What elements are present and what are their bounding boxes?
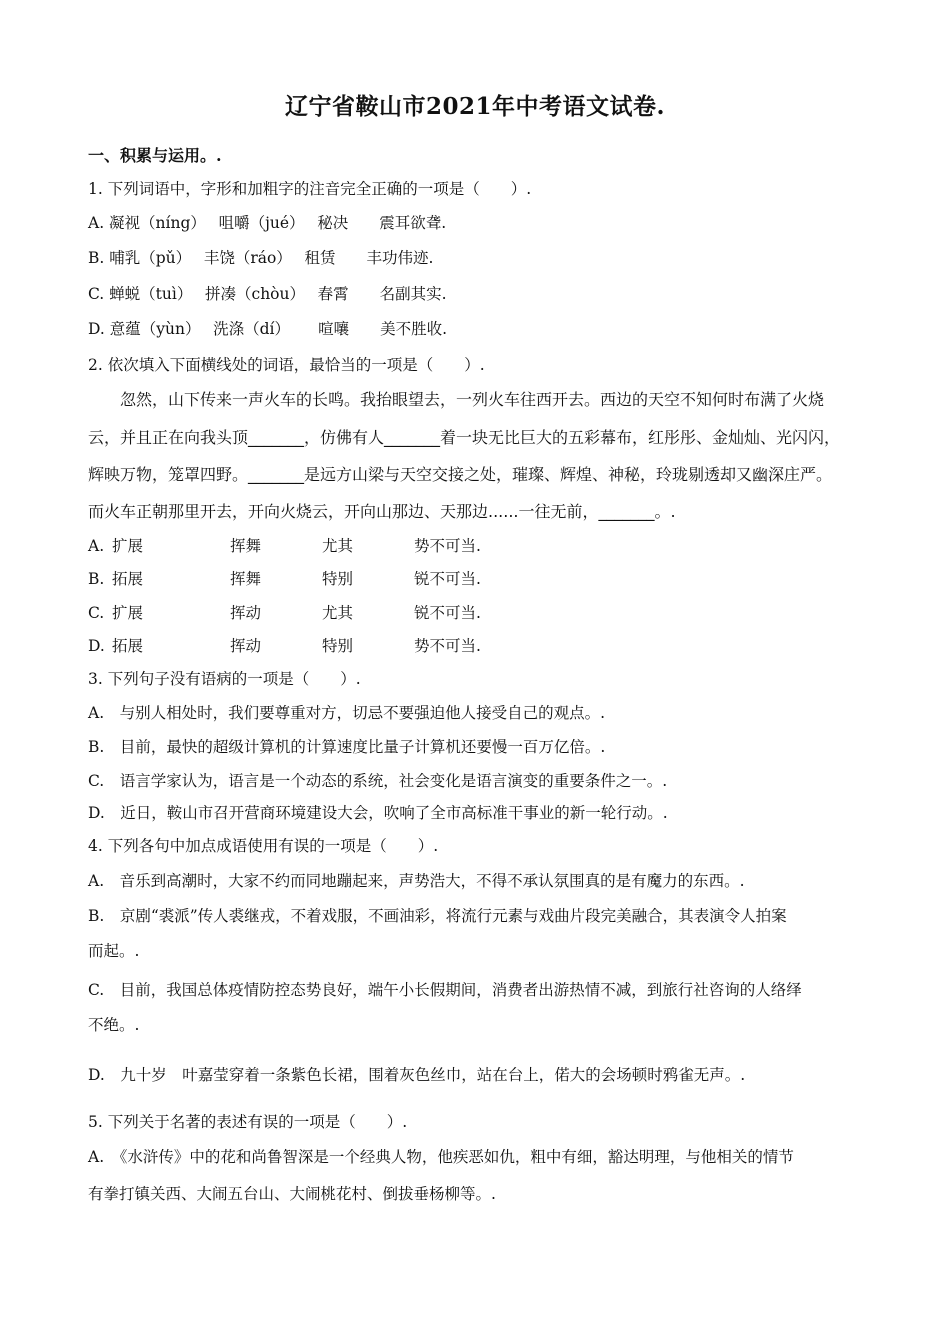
option-word: 尤其 xyxy=(322,537,354,555)
q1-option-d: D. 意蕴（yùn） 洗涤（dí） 喧嚷 美不胜收. xyxy=(88,320,448,338)
q2-passage-line: 云，并且正在向我头顶_______，仿佛有人_______着一块无比巨大的五彩幕布，红彤彤、金灿灿、光闪闪， xyxy=(88,428,841,447)
option-label: B. xyxy=(88,570,105,588)
q4-option-b: B. 京剧“裘派”传人裘继戎，不着戏服，不画油彩，将流行元素与戏曲片段完美融合，其表演令人拍案 xyxy=(88,907,787,925)
option-label: D. xyxy=(88,637,105,655)
option-word: 扩展 xyxy=(112,604,144,622)
q4-stem: 4. 下列各句中加点成语使用有误的一项是（ ）. xyxy=(88,837,439,855)
q1-option-a: A. 凝视（níng） 咀嚼（jué） 秘决 震耳欲聋. xyxy=(88,214,447,232)
option-word: 挥动 xyxy=(230,637,262,655)
q4-option-a: A. 音乐到高潮时，大家不约而同地蹦起来，声势浩大，不得不承认氛围真的是有魔力的东西。. xyxy=(88,872,745,890)
q3-stem: 3. 下列句子没有语病的一项是（ ）. xyxy=(88,670,361,688)
option-word: 扩展 xyxy=(112,537,144,555)
q2-option-d xyxy=(88,636,481,656)
q2-passage-line: 辉映万物，笼罩四野。_______是远方山梁与天空交接之处，璀璨、辉煌、神秘，玲珑剔透却又幽深庄严。 xyxy=(88,465,833,484)
q4-option-b-cont: 而起。. xyxy=(88,942,140,960)
section-heading: 一、积累与运用。. xyxy=(88,146,222,165)
option-word: 锐不可当. xyxy=(414,570,481,588)
option-word: 挥舞 xyxy=(230,570,262,588)
option-label: C. xyxy=(88,604,105,622)
q1-option-b: B. 哺乳（pǔ） 丰饶（ráo） 租赁 丰功伟迹. xyxy=(88,249,434,267)
option-word: 拓展 xyxy=(112,637,144,655)
q2-option-c xyxy=(88,603,481,623)
option-word: 挥动 xyxy=(230,604,262,622)
option-word: 拓展 xyxy=(112,570,144,588)
option-word: 锐不可当. xyxy=(414,604,481,622)
q2-option-b xyxy=(88,569,481,589)
q5-option-a-cont: 有拳打镇关西、大闹五台山、大闹桃花村、倒拔垂杨柳等。. xyxy=(88,1185,496,1203)
page-title: 辽宁省鞍山市2021年中考语文试卷. xyxy=(284,93,666,120)
q3-option-b: B. 目前，最快的超级计算机的计算速度比量子计算机还要慢一百万亿倍。. xyxy=(88,738,606,756)
option-word: 特别 xyxy=(322,570,354,588)
q2-passage-line: 而火车正朝那里开去，开向火烧云，开向山那边、天那边......一往无前，_______。. xyxy=(88,502,676,521)
q5-option-a: A. 《水浒传》中的花和尚鲁智深是一个经典人物，他疾恶如仇，粗中有细，豁达明理，与他相关的情节 xyxy=(88,1148,794,1166)
q3-option-a: A. 与别人相处时，我们要尊重对方，切忌不要强迫他人接受自己的观点。. xyxy=(88,704,606,722)
option-word: 势不可当. xyxy=(414,537,481,555)
option-word: 势不可当. xyxy=(414,637,481,655)
q1-option-c: C. 蝉蜕（tuì） 拼凑（chòu） 春霄 名副其实. xyxy=(88,285,447,303)
q1-stem: 1. 下列词语中，字形和加粗字的注音完全正确的一项是（ ）. xyxy=(88,180,532,198)
option-label: A. xyxy=(88,537,105,555)
option-word: 挥舞 xyxy=(230,537,262,555)
q4-option-c: C. 目前，我国总体疫情防控态势良好，端午小长假期间，消费者出游热情不减，到旅行社咨询的人络绎 xyxy=(88,981,802,999)
q4-option-d: D. 九十岁 叶嘉莹穿着一条紫色长裙，围着灰色丝巾，站在台上，偌大的会场顿时鸦雀无声。. xyxy=(88,1066,746,1084)
q5-stem: 5. 下列关于名著的表述有误的一项是（ ）. xyxy=(88,1113,408,1131)
option-word: 尤其 xyxy=(322,604,354,622)
option-word: 特别 xyxy=(322,637,354,655)
q3-option-d: D. 近日，鞍山市召开营商环境建设大会，吹响了全市高标准干事业的新一轮行动。. xyxy=(88,804,668,822)
q2-stem: 2. 依次填入下面横线处的词语，最恰当的一项是（ ）. xyxy=(88,356,485,374)
q2-passage-line: 忽然，山下传来一声火车的长鸣。我抬眼望去，一列火车往西开去。西边的天空不知何时布满了火烧 xyxy=(88,390,825,409)
q4-option-c-cont: 不绝。. xyxy=(88,1016,140,1034)
q2-option-a xyxy=(88,536,481,556)
q3-option-c: C. 语言学家认为，语言是一个动态的系统，社会变化是语言演变的重要条件之一。. xyxy=(88,772,668,790)
